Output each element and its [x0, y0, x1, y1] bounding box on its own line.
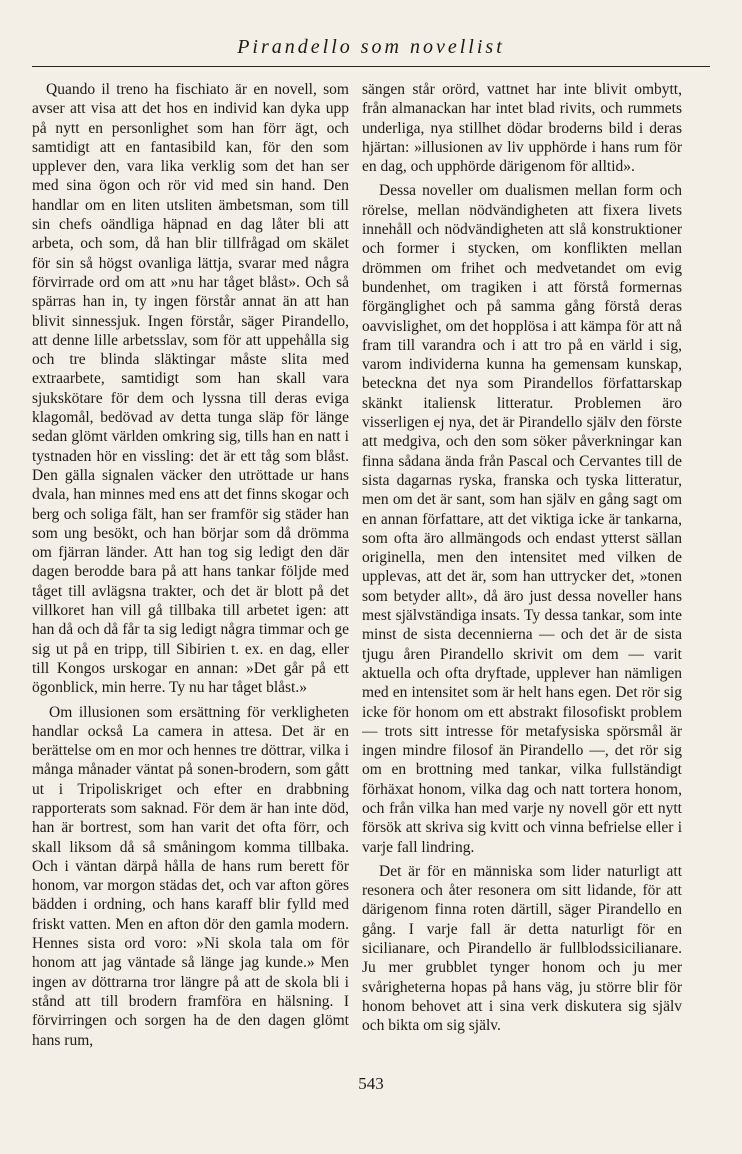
- right-paragraph-1: sängen står orörd, vattnet har inte blivit ombytt, från almanackan har intet blad rivits, och rummets underliga, nya stillhet dödar broderns bild i deras hjärtan: »illusionen av liv upphörde i hans rum för en dag, och upphörde därigenom för alltid».: [362, 81, 682, 176]
- right-paragraph-2: Dessa noveller om dualismen mellan form och rörelse, mellan nödvändigheten att fixera livets innehåll och nödvändigheten att slå konstruktioner och former i stycken, om konflikten mellan drömmen om frihet och medvetandet om evig bundenhet, om tragiken i att förstå formernas förgänglighet och på samma gång förstå deras oavvislighet, om det hopplösa i att kämpa för att nå fram till varandra och i att tro på en värld i sig, varom individerna kunna ha gemensam kunskap, beteckna det nya som Pirandellos författarskap skänkt italiensk litteratur. Problemen äro visserligen ej nya, det är Pirandello själv den förste att medgiva, och den som söker påverkningar kan finna sådana ända från Pascal och Cervantes till de sista dagarnas ryska, franska och tyska litteratur, men om det är sant, som han själv en gång sagt om en annan författare, att det viktiga icke är tankarna, som ofta äro allmängods och endast ytterst sällan originella, men den intensitet med vilken de upplevas, att det är, som han uttrycker det, »tonen som betyder allt», då äro just dessa noveller hans mest självständiga insats. Ty dessa tankar, som inte minst de sista decennierna — och det är de sista tjugu åren Pirandello skrivit om dem — varit aktuella och ofta dryftade, upplever han nämligen med en intensitet som är helt hans egen. Det rör sig icke för honom om ett abstrakt filosofiskt problem — trots sitt intresse för metafysiska spörsmål är ingen mindre filosof än Pirandello —, det rör sig om en brottning med tankar, vilka fullständigt förhäxat honom, vilka dag och natt tortera honom, och från vilka han med varje ny novell gör ett nytt försök att skriva sig kvitt och vinna befrielse eller i varje fall lindring.: [362, 182, 682, 856]
- left-paragraph-2: Om illusionen som ersättning för verkligheten handlar också La camera in attesa. Det är en berättelse om en mor och hennes tre döttrar, vilka i många månader väntat på sonen-brodern, som gått ut i Tripoliskriget och efter en drabbning rapporterats som saknad. För dem är han inte död, han är bortrest, som han varit det ofta förr, och skall liksom då så småningom komma tillbaka. Och i väntan därpå hålla de hans rum berett för honom, var morgon städas det, och var afton göres bädden i ordning, och hans karaff blir fylld med friskt vatten. Men en afton dör den gamla modern. Hennes sista ord voro: »Ni skola tala om för honom att jag väntade så länge jag kunde.» Men ingen av döttrarna tror längre på att de skola bli i stånd att till brodern framföra en hälsning. I förvirringen och sorgen ha de den dagen glömt hans rum,: [32, 703, 349, 1049]
- page-number: 543: [358, 1074, 384, 1093]
- right-paragraph-3: Det är för en människa som lider naturligt att resonera och åter resonera om sitt lidande, för att därigenom finna roten därtill, säger Pirandello en gång. I varje fall är detta naturligt för en sicilianare, och Pirandello är fullblodssicilianare. Ju mer grubblet tynger honom och ju mer svårigheterna hopas på hans väg, ju större blir för honom behovet att i sina verk diskutera sig själv och bikta om sig själv.: [362, 862, 682, 1035]
- right-column: [362, 80, 682, 1041]
- left-paragraph-1: Quando il treno ha fischiato är en novell, som avser att visa att det hos en individ kan dyka upp på nytt en personlighet som han förr ägt, och samtidigt att en fantasibild kan, för den som upplever den, vara lika verklig som det han ser med sina ögon och rör vid med sin hand. Den handlar om en liten utsliten ämbetsman, som till sin chefs oändliga häpnad en dag låter bli att arbeta, och som, då han blir tillfrågad om skälet för sin så högst ovanliga lättja, svarar med några förvirrade ord om att »nu har tåget blåst». Och så spärras han in, ty ingen förstår annat än att han blivit sinnessjuk. Ingen förstår, säger Pirandello, att denne lille arbetsslav, som för att uppehålla sig och tre blinda släktingar måste slita med extraarbete, samtidigt som han skall vara sjukskötare för dem och lyssna till deras eviga klagomål, bedövad av detta tunga släp för länge sedan glömt världen omkring sig, tills han en natt i tystnaden hör en vissling: det är ett tåg som blåst. Den gälla signalen väcker den utröttade ur hans dvala, han minnes med ens att det finns skogar och berg och soliga fält, han ser framför sig städer han som ung besökt, och han börjar som då drömma om fjärran länder. Att han tog sig ledigt den där dagen berodde bara på att hans tankar följde med tåget till avlägsna trakter, och det är blott på det villkoret han vill gå tillbaka till arbetet igen: att han då och då får ta sig ledigt några timmar och ge sig ut på en tripp, till Sibirien t. ex. en dag, eller till Kongos urskogar en annan: »Det går på ett ögonblick, min herre. Ty nu har tåget blåst.»: [32, 81, 349, 697]
- running-header: Pirandello som novellist: [237, 36, 505, 58]
- header-rule: [32, 66, 710, 67]
- left-column: [32, 80, 349, 1055]
